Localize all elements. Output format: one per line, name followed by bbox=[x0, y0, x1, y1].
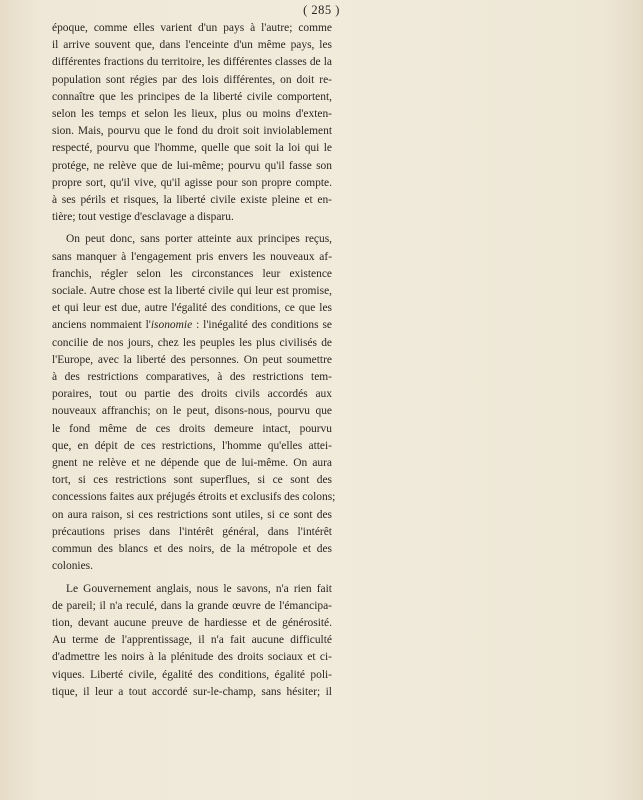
text-line: On peut donc, sans porter atteinte aux principes reçus, bbox=[66, 233, 332, 246]
text-line: colonies. bbox=[52, 560, 93, 573]
paragraph-3 bbox=[52, 581, 332, 701]
text-line: protége, ne relève que de lui-même; pourvu qu'il fasse son bbox=[52, 159, 332, 172]
text-line: poraires, tout ou partie des droits civils accordés aux bbox=[52, 388, 332, 401]
text-line: on aura raison, si ces restrictions sont utiles, si ce sont des bbox=[52, 508, 332, 521]
text-line: concessions faites aux préjugés étroits et exclusifs des colons; bbox=[52, 491, 336, 504]
text-line: à ses périls et risques, la liberté civile existe pleine et en- bbox=[52, 194, 332, 207]
text-line: l'Europe, avec la liberté des personnes. On peut soumettre bbox=[52, 353, 332, 366]
text-line: différentes fractions du territoire, les différentes classes de la bbox=[52, 56, 332, 69]
text-line: tière; tout vestige d'esclavage a disparu. bbox=[52, 211, 234, 224]
text-line: époque, comme elles varient d'un pays à l'autre; comme bbox=[52, 22, 332, 34]
text-line: propre sort, qu'il vive, qu'il agisse pour son propre compte. bbox=[52, 176, 332, 189]
text-line: selon les temps et selon les lieux, plus ou moins d'exten- bbox=[52, 108, 332, 121]
text-line: précautions prises dans l'intérêt général, dans l'intérêt bbox=[52, 525, 332, 538]
text-line: le fond même de ces droits demeure intact, pourvu bbox=[52, 422, 332, 435]
text-line: de pareil; il n'a reculé, dans la grande œuvre de l'émancipa- bbox=[52, 599, 332, 612]
paragraph-2 bbox=[52, 231, 336, 575]
page-number: ( 285 ) bbox=[303, 3, 340, 17]
text-line: tion, devant aucune preuve de hardiesse et de générosité. bbox=[52, 616, 332, 629]
text-line: franchis, régler selon les circonstances leur existence bbox=[52, 267, 332, 280]
text-line: viques. Liberté civile, égalité des conditions, égalité poli- bbox=[52, 668, 332, 681]
paragraph-1 bbox=[52, 20, 332, 226]
text-line: Au terme de l'apprentissage, il n'a fait aucune difficulté bbox=[52, 634, 332, 647]
text-line: concilie de nos jours, chez les peuples les plus civilisés de bbox=[52, 336, 332, 349]
text-line: d'admettre les noirs à la plénitude des droits sociaux et ci- bbox=[52, 651, 332, 664]
text-line: connaître que les principes de la liberté civile comportent, bbox=[52, 90, 332, 103]
text-line: sociale. Autre chose est la liberté civile qui leur est promise, bbox=[52, 285, 332, 298]
text-line: sion. Mais, pourvu que le fond du droit soit inviolablement bbox=[52, 125, 332, 138]
text-line: à des restrictions comparatives, à des restrictions tem- bbox=[52, 371, 332, 384]
text-line: anciens nommaient l'isonomie : l'inégalité des conditions se bbox=[52, 319, 332, 332]
text-line: il arrive souvent que, dans l'enceinte d'un même pays, les bbox=[52, 39, 332, 52]
text-line: que, en dépit de ces restrictions, l'homme qu'elles attei- bbox=[52, 439, 332, 452]
text-line: sans manquer à l'engagement pris envers les nouveaux af- bbox=[52, 250, 332, 263]
text-line: et qui leur est due, autre l'égalité des conditions, ce que les bbox=[52, 302, 332, 315]
text-line: gnent ne relève et ne dépende que de lui-même. On aura bbox=[52, 457, 332, 470]
text-line: commun des blancs et des noirs, de la métropole et des bbox=[52, 543, 332, 556]
text-line: population sont régies par des lois différentes, on doit re- bbox=[52, 73, 332, 86]
text-line: respecté, pourvu que l'homme, quelle que soit la loi qui le bbox=[52, 142, 332, 155]
text-line: tique, il leur a tout accordé sur-le-champ, sans hésiter; il bbox=[52, 685, 332, 698]
text-line: nouveaux affranchis; on le peut, disons-nous, pourvu que bbox=[52, 405, 332, 418]
text-line: Le Gouvernement anglais, nous le savons, n'a rien fait bbox=[66, 582, 332, 595]
text-line: tort, si ces restrictions sont superflues, si ce sont des bbox=[52, 474, 332, 487]
body-text bbox=[52, 20, 336, 701]
